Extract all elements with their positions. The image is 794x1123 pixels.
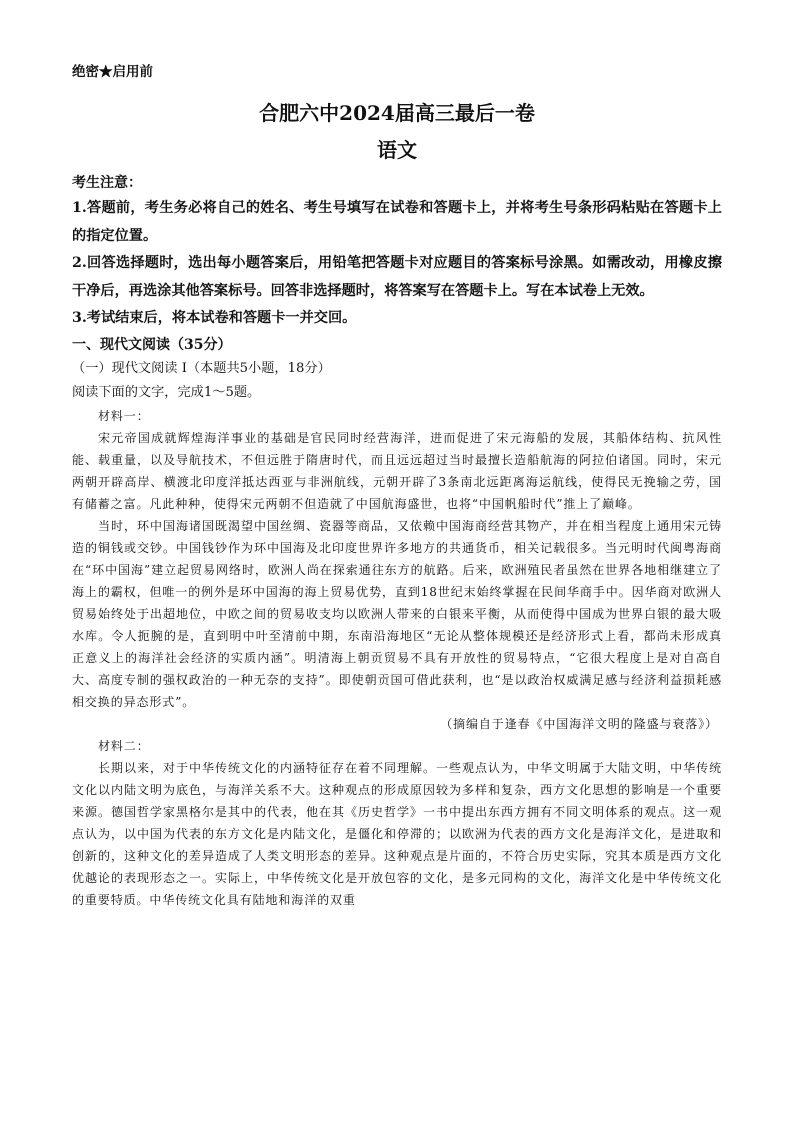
material-one-label: 材料一： [98, 408, 150, 423]
notice-item-2: 2.回答选择题时，选出每小题答案后，用铅笔把答题卡对应题目的答案标号涂黑。如需改动，用橡皮擦干净后，再选涂其他答案标号。回答非选择题时，将答案写在答题卡上。写在本试卷上无效。 [72, 255, 722, 299]
material-one-paragraph: 宋元帝国成就辉煌海洋事业的基础是官民同时经营海洋，进而促进了宋元海船的发展，其船体结构、抗风性能、载重量，以及导航技术，不但远胜于隋唐时代，而且远远超过当时最擅长造船航海的阿拉伯诸国。同时，宋元两朝开辟高岸、横渡北印度洋抵达西亚与非洲航线，元朝开辟了3条南北远距离海运航线，使得民无挽输之劳，国有储蓄之富。凡此种种，使得宋元两朝不但造就了中国航海盛世，也将“中国帆船时代”推上了巅峰。 [72, 430, 722, 511]
material-one [72, 405, 722, 735]
material-two [72, 735, 722, 911]
notice-item-3: 3.考试结束后，将本试卷和答题卡一并交回。 [72, 310, 357, 326]
section-instruction: 阅读下面的文字，完成1～5题。 [72, 384, 261, 400]
material-one-paragraph: 当时，环中国海诸国既渴望中国丝绸、瓷器等商品，又依赖中国海商经营其物产，并在相当程度上通用宋元铸造的铜钱或交钞。中国钱钞作为环中国海及北印度世界许多地方的共通货币，相关记载很多。当元明时代闽粤海商在“环中国海”建立起贸易网络时，欧洲人尚在探索通往东方的航路。后来，欧洲殖民者虽然在世界各地相继建立了海上的霸权，但唯一的例外是环中国海的海上贸易优势，直到18世纪末始终掌握在民间华商手中。因华商对欧洲人贸易始终处于出超地位，中欧之间的贸易收支均以欧洲人带来的白银来平衡，从而使得中国成为世界白银的最大吸水库。令人扼腕的是，直到明中叶至清前中期，东南沿海地区“无论从整体规模还是经济形式上看，都尚未形成真正意义上的海洋社会经济的实质内涵”。明清海上朝贡贸易不具有开放性的贸易特点，“它很大程度上是对自高自大、高度专制的强权政治的一种无奈的支持”。即使朝贡国可借此获利，也“是以政治权威满足感与经济利益损耗感相交换的异态形式”。 [72, 518, 722, 709]
section-subheading: （一）现代文阅读 I（本题共5小题，18分） [72, 360, 331, 376]
confidential-label: 绝密★启用前 [72, 64, 153, 80]
material-two-label: 材料二： [98, 738, 150, 753]
material-one-source: （摘编自于逢春《中国海洋文明的隆盛与衰落》） [440, 716, 718, 731]
material-two-paragraph: 长期以来，对于中华传统文化的内涵特征存在着不同理解。一些观点认为，中华文明属于大陆文明，中华传统文化以内陆文明为底色，与海洋关系不大。这种观点的形成原因较为多样和复杂，西方文化思想的影响是一个重要来源。德国哲学家黑格尔是其中的代表，他在其《历史哲学》一书中提出东西方拥有不同文明体系的观点。这一观点认为，以中国为代表的东方文化是内陆文化，是僵化和停滞的；以欧洲为代表的西方文化是海洋文化，是进取和创新的，这种文化的差异造成了人类文明形态的差异。这种观点是片面的，不符合历史实际，究其本质是西方文化优越论的表现形态之一。实际上，中华传统文化是开放包容的文化，是多元同构的文化，海洋文化是中华传统文化的重要特质。中华传统文化具有陆地和海洋的双重 [72, 760, 722, 907]
exam-title: 合肥六中2024届高三最后一卷 [259, 101, 535, 125]
notice-item-1: 1.答题前，考生务必将自己的姓名、考生号填写在试卷和答题卡上，并将考生号条形码粘贴在答题卡上的指定位置。 [72, 200, 722, 244]
section-heading: 一、现代文阅读（35分） [72, 336, 232, 353]
notice-heading: 考生注意： [72, 175, 142, 191]
subject-title: 语文 [377, 138, 417, 162]
exam-page [72, 60, 722, 911]
